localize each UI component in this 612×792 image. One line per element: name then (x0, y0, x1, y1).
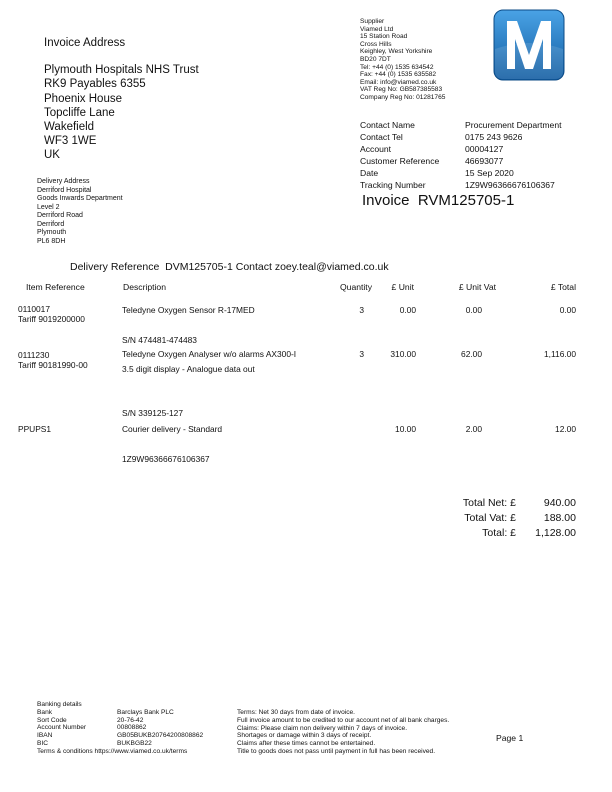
page-number: Page 1 (496, 733, 524, 743)
supplier-line: Fax: +44 (0) 1535 635582 (360, 71, 437, 79)
item-reference: 0111230 (18, 350, 50, 360)
contact-label: Date (360, 168, 379, 178)
banking-details (37, 701, 203, 756)
col-header-unit: £ Unit (391, 282, 414, 292)
invoice-address (44, 36, 199, 163)
contact-label: Contact Name (360, 120, 415, 130)
banking-label: Sort Code (37, 716, 67, 724)
banking-label: Bank (37, 708, 53, 716)
contact-label: Tracking Number (360, 180, 426, 190)
delivery-address-line: Level 2 (37, 203, 60, 211)
item-description: Teledyne Oxygen Sensor R-17MED (122, 305, 255, 315)
contact-label: Contact Tel (360, 132, 403, 142)
terms-line: Terms: Net 30 days from date of invoice. (237, 709, 356, 716)
banking-row (37, 748, 203, 756)
supplier-line: Viamed Ltd (360, 25, 394, 33)
terms-line: Title to goods does not pass until payment in full has been received. (237, 747, 436, 755)
invoice-address-line: WF3 1WE (44, 135, 97, 148)
item-unit-vat: 2.00 (465, 424, 482, 434)
terms-text (237, 709, 449, 756)
supplier-line: Tel: +44 (0) 1535 634542 (360, 63, 434, 71)
terms-line: Claims: Please claim non delivery within 7 days of invoice. (237, 724, 408, 732)
item-total: 0.00 (559, 305, 576, 315)
delivery-address-line: PL6 8DH (37, 237, 66, 245)
banking-label: BIC (37, 739, 48, 747)
banking-value: 00808862 (117, 724, 147, 732)
total-value: 1,128.00 (535, 527, 576, 539)
item-tariff: Tariff 90181990-00 (18, 360, 88, 370)
supplier-details (360, 18, 445, 102)
banking-value: Barclays Bank PLC (117, 708, 174, 716)
banking-row (37, 724, 203, 732)
item-quantity: 3 (359, 349, 364, 359)
banking-label: Banking details (37, 701, 82, 708)
item-tariff: Tariff 9019200000 (18, 314, 85, 324)
banking-label: Terms & conditions (37, 747, 93, 755)
banking-row (37, 709, 203, 717)
supplier-line: Email: info@viamed.co.uk (360, 78, 437, 86)
terms-line: Claims after these times cannot be entertained. (237, 740, 376, 748)
contact-value: 0175 243 9626 (465, 132, 523, 142)
col-header-item-reference: Item Reference (26, 282, 85, 292)
item-description-line2: 3.5 digit display - Analogue data out (122, 364, 255, 374)
item-total: 1,116.00 (544, 349, 576, 359)
item-reference: 0110017 (18, 304, 50, 314)
total-vat-value: 188.00 (543, 512, 576, 524)
item-serial: S/N 339125-127 (122, 408, 183, 418)
invoice-address-line: RK9 Payables 6355 (44, 78, 146, 91)
invoice-address-line: UK (44, 149, 60, 162)
col-header-description: Description (123, 282, 166, 292)
banking-value: GB05BUKB20764200808862 (117, 732, 204, 740)
contact-value: 46693077 (465, 156, 504, 166)
item-unit: 10.00 (395, 424, 416, 434)
supplier-line: Cross Hills (360, 40, 392, 48)
banking-label: Account Number (37, 724, 87, 732)
item-description: Courier delivery - Standard (122, 424, 223, 434)
item-unit: 310.00 (390, 349, 416, 359)
item-description: Teledyne Oxygen Analyser w/o alarms AX300-I (122, 349, 297, 359)
invoice-address-line: Topcliffe Lane (44, 106, 115, 119)
delivery-reference: Delivery Reference DVM125705-1 Contact zoey.teal@viamed.co.uk (70, 261, 389, 273)
item-tracking: 1Z9W96366676106367 (122, 454, 210, 464)
contact-value: 15 Sep 2020 (465, 168, 514, 178)
viamed-logo (493, 9, 565, 81)
invoice-address-line: Wakefield (44, 121, 95, 134)
total-net-label: Total Net: £ (462, 497, 516, 509)
col-header-total: £ Total (550, 282, 576, 292)
banking-row (37, 740, 203, 748)
invoice-address-heading: Invoice Address (44, 37, 126, 49)
banking-row (37, 701, 203, 709)
contact-label: Customer Reference (360, 156, 440, 166)
delivery-address (37, 178, 123, 246)
invoice-title: Invoice RVM125705-1 (362, 192, 515, 209)
supplier-line: VAT Reg No: GB587385583 (360, 86, 443, 94)
supplier-line: Supplier (360, 18, 385, 25)
supplier-line: 15 Station Road (360, 33, 408, 41)
total-vat-label: Total Vat: £ (464, 512, 516, 524)
col-header-unit-vat: £ Unit Vat (458, 282, 496, 292)
terms-link[interactable]: https://www.viamed.co.uk/terms (94, 747, 188, 755)
banking-value: BUKBGB22 (117, 739, 152, 747)
banking-row (37, 732, 203, 740)
delivery-address-line: Goods Inwards Department (37, 195, 123, 202)
delivery-address-line: Delivery Address (37, 178, 90, 185)
invoice-address-line: Plymouth Hospitals NHS Trust (44, 64, 199, 77)
supplier-line: Keighley, West Yorkshire (360, 48, 433, 56)
delivery-address-line: Derriford Hospital (37, 186, 92, 194)
total-label: Total: £ (482, 527, 516, 539)
terms-line: Shortages or damage within 3 days of receipt. (237, 732, 372, 740)
delivery-address-line: Plymouth (37, 229, 67, 236)
item-unit: 0.00 (399, 305, 416, 315)
supplier-line: Company Reg No: 01281765 (360, 93, 446, 101)
banking-row (37, 717, 203, 725)
invoice-address-line: Phoenix House (44, 92, 122, 105)
col-header-quantity: Quantity (339, 282, 372, 292)
item-reference: PPUPS1 (18, 424, 52, 434)
contact-value: Procurement Department (465, 120, 562, 130)
delivery-address-line: Derriford Road (37, 212, 83, 219)
contact-value: 00004127 (465, 144, 504, 154)
item-quantity: 3 (359, 305, 364, 315)
item-unit-vat: 62.00 (461, 349, 482, 359)
total-net-value: 940.00 (543, 497, 576, 509)
delivery-address-line: Derriford (37, 220, 65, 228)
banking-label: IBAN (37, 732, 53, 740)
item-total: 12.00 (555, 424, 576, 434)
item-serial: S/N 474481-474483 (122, 335, 197, 345)
terms-line: Full invoice amount to be credited to our account net of all bank charges. (237, 716, 450, 724)
item-unit-vat: 0.00 (465, 305, 482, 315)
banking-value: 20-76-42 (117, 716, 144, 724)
contact-label: Account (360, 144, 392, 154)
contact-value: 1Z9W96366676106367 (465, 180, 555, 190)
supplier-line: BD20 7DT (360, 55, 391, 63)
